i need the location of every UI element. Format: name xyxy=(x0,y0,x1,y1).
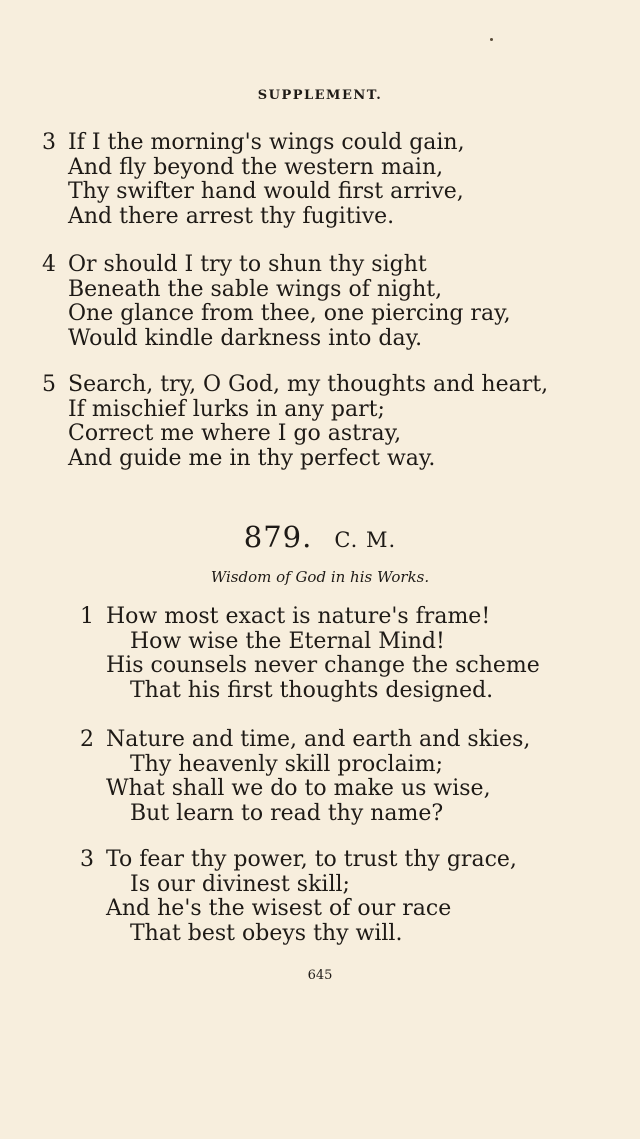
verse-line: His counsels never change the scheme xyxy=(106,653,540,678)
hymn-meter: C. M. xyxy=(334,528,397,552)
hymn-number: 879. xyxy=(243,520,313,554)
verse-line: How most exact is nature's frame! xyxy=(106,604,491,629)
prev-stanza-5 xyxy=(42,372,549,471)
verse-line: Would kindle darkness into day. xyxy=(68,325,423,351)
hymn-heading xyxy=(0,520,640,554)
verse-line: Thy heavenly skill proclaim; xyxy=(130,751,443,777)
hymn-stanza-3 xyxy=(80,847,517,946)
verse-line: What shall we do to make us wise, xyxy=(106,776,491,801)
stanza-number: 3 xyxy=(80,847,94,872)
verse-line: Beneath the sable wings of night, xyxy=(68,276,443,302)
verse-line: And fly beyond the western main, xyxy=(68,154,444,180)
verse-line: That best obeys thy will. xyxy=(130,920,403,946)
running-head: SUPPLEMENT. xyxy=(257,88,383,103)
verse-line: To fear thy power, to trust thy grace, xyxy=(106,847,517,872)
verse-line: And there arrest thy fugitive. xyxy=(68,203,395,229)
verse-line: But learn to read thy name? xyxy=(130,800,444,826)
page-number: 645 xyxy=(307,968,333,983)
hymn-title: Wisdom of God in his Works. xyxy=(210,568,430,586)
hymn-stanza-1 xyxy=(80,604,540,703)
stanza-number: 3 xyxy=(42,130,56,155)
verse-line: How wise the Eternal Mind! xyxy=(130,628,445,654)
verse-line: Or should I try to shun thy sight xyxy=(68,252,427,277)
verse-line: If I the morning's wings could gain, xyxy=(68,130,465,155)
verse-line: One glance from thee, one piercing ray, xyxy=(68,301,511,326)
verse-line: And he's the wisest of our race xyxy=(106,896,452,921)
prev-stanza-3 xyxy=(42,130,465,229)
verse-line: And guide me in thy perfect way. xyxy=(68,445,436,471)
stanza-number: 1 xyxy=(80,604,94,629)
verse-line: Nature and time, and earth and skies, xyxy=(106,727,531,752)
stanza-number: 5 xyxy=(42,372,56,397)
verse-line: Correct me where I go astray, xyxy=(68,421,402,446)
verse-line: If mischief lurks in any part; xyxy=(68,396,385,422)
stanza-number: 2 xyxy=(80,727,94,752)
prev-stanza-4 xyxy=(42,252,511,351)
ink-speck xyxy=(490,38,493,41)
verse-line: Is our divinest skill; xyxy=(130,871,350,897)
verse-line: That his first thoughts designed. xyxy=(130,677,494,703)
stanza-number: 4 xyxy=(42,252,56,277)
hymn-stanza-2 xyxy=(80,727,531,826)
verse-line: Search, try, O God, my thoughts and heart, xyxy=(68,372,549,397)
verse-line: Thy swifter hand would first arrive, xyxy=(68,179,464,204)
